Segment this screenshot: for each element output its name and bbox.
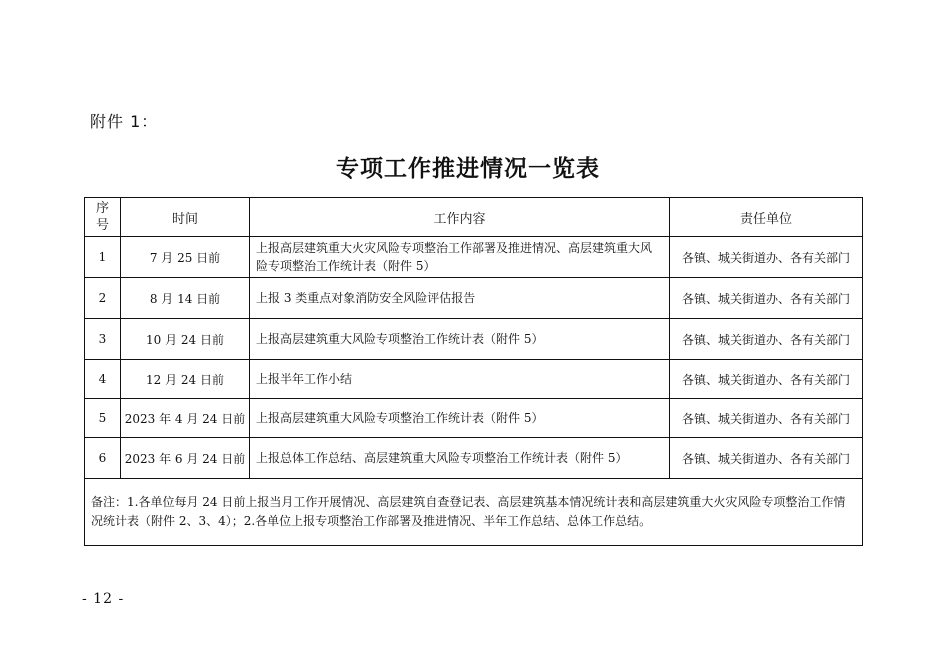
row-time: 2023 年 6 月 24 日前 bbox=[121, 438, 250, 479]
row-number: 4 bbox=[85, 360, 121, 399]
row-unit: 各镇、城关街道办、各有关部门 bbox=[670, 438, 863, 479]
table-header-row bbox=[85, 198, 863, 237]
row-content: 上报 3 类重点对象消防安全风险评估报告 bbox=[250, 278, 670, 319]
table-row bbox=[85, 278, 863, 319]
row-content: 上报总体工作总结、高层建筑重大风险专项整治工作统计表（附件 5） bbox=[250, 438, 670, 479]
table-row bbox=[85, 237, 863, 278]
row-content: 上报高层建筑重大风险专项整治工作统计表（附件 5） bbox=[250, 319, 670, 360]
row-unit: 各镇、城关街道办、各有关部门 bbox=[670, 399, 863, 438]
row-unit: 各镇、城关街道办、各有关部门 bbox=[670, 237, 863, 278]
row-unit: 各镇、城关街道办、各有关部门 bbox=[670, 319, 863, 360]
page-number: - 12 - bbox=[82, 591, 125, 607]
row-number: 5 bbox=[85, 399, 121, 438]
header-time: 时间 bbox=[121, 198, 250, 237]
row-time: 10 月 24 日前 bbox=[121, 319, 250, 360]
table-row bbox=[85, 438, 863, 479]
work-progress-table bbox=[84, 197, 863, 546]
row-time: 2023 年 4 月 24 日前 bbox=[121, 399, 250, 438]
header-seq-bottom: 号 bbox=[95, 218, 109, 233]
attachment-label: 附件 1： bbox=[90, 112, 159, 131]
table-row bbox=[85, 399, 863, 438]
note-row bbox=[85, 479, 863, 546]
row-time: 8 月 14 日前 bbox=[121, 278, 250, 319]
row-number: 3 bbox=[85, 319, 121, 360]
table-note: 备注：1.各单位每月 24 日前上报当月工作开展情况、高层建筑自查登记表、高层建筑基本情况统计表和高层建筑重大火灾风险专项整治工作情况统计表（附件 2、3、4）；2.各单位上报专项整治工作部署及推进情况、半年工作总结、总体工作总结。 bbox=[85, 479, 863, 546]
row-number: 1 bbox=[85, 237, 121, 278]
header-unit: 责任单位 bbox=[670, 198, 863, 237]
row-number: 2 bbox=[85, 278, 121, 319]
row-number: 6 bbox=[85, 438, 121, 479]
header-seq-top: 序 bbox=[95, 201, 109, 216]
row-content: 上报高层建筑重大火灾风险专项整治工作部署及推进情况、高层建筑重大风险专项整治工作统计表（附件 5） bbox=[250, 237, 670, 278]
row-time: 7 月 25 日前 bbox=[121, 237, 250, 278]
row-content: 上报半年工作小结 bbox=[250, 360, 670, 399]
row-unit: 各镇、城关街道办、各有关部门 bbox=[670, 278, 863, 319]
table-row bbox=[85, 360, 863, 399]
row-unit: 各镇、城关街道办、各有关部门 bbox=[670, 360, 863, 399]
document-title: 专项工作推进情况一览表 bbox=[336, 155, 600, 182]
row-time: 12 月 24 日前 bbox=[121, 360, 250, 399]
header-seq bbox=[85, 198, 121, 237]
header-content: 工作内容 bbox=[250, 198, 670, 237]
table-row bbox=[85, 319, 863, 360]
row-content: 上报高层建筑重大风险专项整治工作统计表（附件 5） bbox=[250, 399, 670, 438]
